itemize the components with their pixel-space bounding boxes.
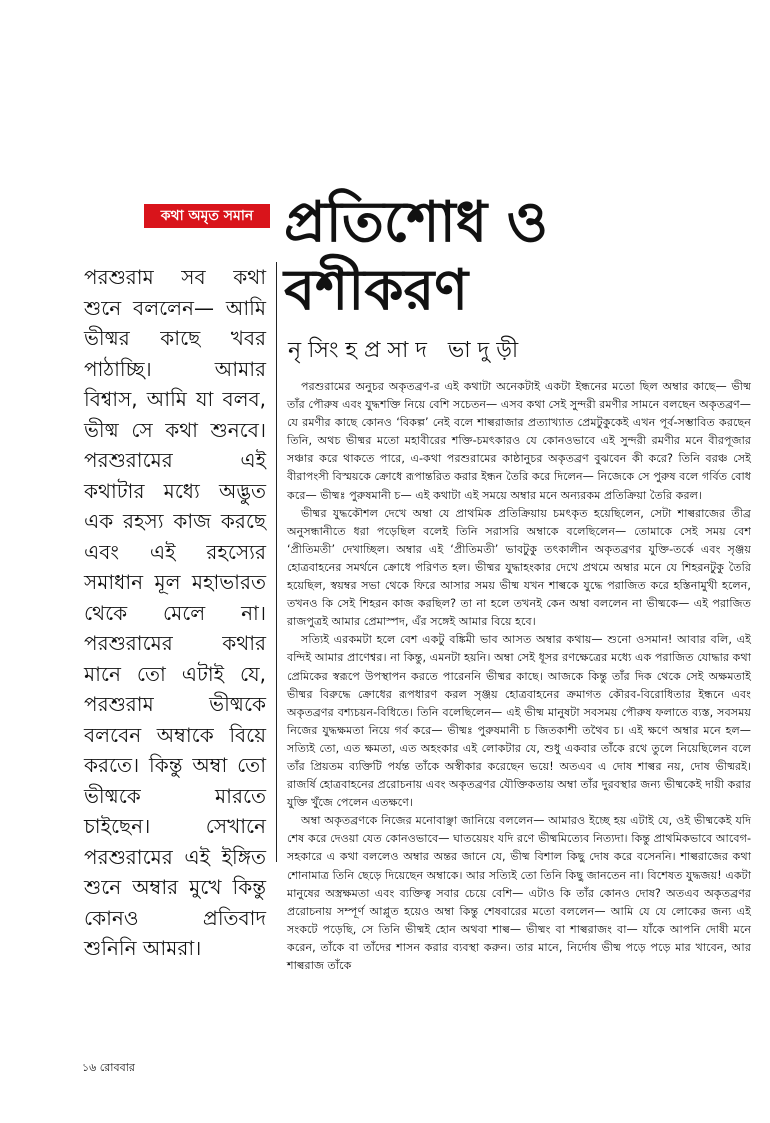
- page-folio: ১৬ রোববার: [82, 1061, 135, 1074]
- author-byline: নৃসিংহপ্রসাদ ভাদুড়ী: [288, 338, 526, 363]
- column-divider: [276, 262, 277, 862]
- body-paragraph: পরশুরামের অনুচর অকৃতব্রণ-র এই কথাটা অনেকটাই একটা ইন্ধনের মতো ছিল অম্বার কাছে— ভীষ্ম তাঁর পৌরুষ এবং যুদ্ধশক্তি নিয়ে বেশি সচেতন— এসব কথা সেই সুন্দরী রমণীর সামনে বলছেন অকৃতব্রণ— যে রমণীর কাছে কোনও ‘বিকল্প’ নেই বলে শাল্বরাজার প্রত্যাখ্যাত প্রেমটুকুকেই এখন পূর্ব-সম্ভাবিত করছেন তিনি, অথচ ভীষ্মর মতো মহাবীরের শক্তি-চমৎকারও যে কোনওভাবে এই সুন্দরী রমণীর মনে বীরপূজার সঞ্চার করে থাকতে পারে, এ-কথা পরশুরামের কাষ্ঠানুচর অকৃতব্রণ বুঝবেন কী করে? তিনি বরঞ্চ সেই বীরাপংসী বিস্ময়কে ক্রোধে রূপান্তরিত করার ইন্ধন তৈরি করে দিলেন— নিজেকে সে পুরুষ বলে গর্বিত বোধ করে— ভীষ্মঃ পুরুষমানী চ— এই কথাটা এই সময়ে অম্বার মনে অন্যরকম প্রতিক্রিয়া তৈরি করল।: [287, 380, 751, 502]
- section-tag: কথা অমৃত সমান: [144, 204, 270, 228]
- body-paragraph: সত্যিই এরকমটা হলে বেশ একটু বঙ্কিমী ভাব আসত অম্বার কথায়— শুনো ওসমান! আবার বলি, এই বন্দিই আমার প্রাণেশ্বর। না কিন্তু, এমনটা হয়নি। অম্বা সেই ধূসর রণক্ষেত্রের মধ্যে এক পরাজিত যোদ্ধার কথা প্রেমিকের স্বরূপে উপস্থাপন করতে পারেননি ভীষ্মর কাছে। আজকে কিন্তু তাঁর দিক থেকে সেই অক্ষমতাই ভীষ্মর বিরুদ্ধে ক্রোধের রূপধারণ করল সৃঞ্জয় হোত্রবাহনের ক্রমাগত কৌরব-বিরোধিতার ইন্ধনে এবং অকৃতব্রণর বশ্যচয়ন-বিধিতে। তিনি বলেছিলেন— এই ভীষ্ম মানুষটা সবসময় পৌরুষ ফলাতে ব্যস্ত, সবসময় নিজের যুদ্ধক্ষমতা নিয়ে গর্ব করে— ভীষ্মঃ পুরুষমানী চ জিতকাশী তথৈব চ। এই ক্ষণে অম্বার মনে হল— সত্যিই তো, এত ক্ষমতা, এত অহংকার এই লোকটার যে, শুধু একবার তাঁকে রথে তুলে নিয়েছিলেন বলে তাঁর প্রিয়তম ব্যক্তিটি পর্যন্ত তাঁকে অস্বীকার করেছেন ভয়ে! অতএব এ দোষ শাল্বর নয়, দোষ ভীষ্মরই। রাজর্ষি হোত্রবাহনের প্ররোচনায় এবং অকৃতব্রণর যৌক্তিকতায় অম্বা তাঁর দুরবস্থার জন্য ভীষ্মকেই দায়ী করার যুক্তি খুঁজে পেলেন এতক্ষণে।: [287, 633, 751, 810]
- article-body: [287, 378, 751, 1058]
- title-line-2: বশীকরণ: [284, 257, 469, 323]
- pull-quote: [84, 262, 266, 960]
- pull-quote-text: পরশুরাম সব কথা শুনে বললেন— আমি ভীষ্মর কাছে খবর পাঠাচ্ছি। আমার বিশ্বাস, আমি যা বলব, ভীষ্ম সে কথা শুনবে। পরশুরামের এই কথাটার মধ্যে অদ্ভুত এক রহস্য কাজ করছে এবং এই রহস্যের সমাধান মূল মহাভারত থেকে মেলে না। পরশুরামের কথার মানে তো এটাই যে, পরশুরাম ভীষ্মকে বলবেন অম্বাকে বিয়ে করতে। কিন্তু অম্বা তো ভীষ্মকে মারতে চাইছেন। সেখানে পরশুরামের এই ইঙ্গিত শুনে অম্বার মুখে কিন্তু কোনও প্রতিবাদ শুনিনি আমরা।: [84, 265, 266, 960]
- body-paragraph: ভীষ্মর যুদ্ধকৌশল দেখে অম্বা যে প্রাথমিক প্রতিক্রিয়ায় চমৎকৃত হয়েছিলেন, সেটা শাল্বরাজের তীব্র অনুসন্ধানীতে ধরা পড়েছিল বলেই তিনি সরাসরি অম্বাকে বলেছিলেন— তোমাকে সেই সময় বেশ ‘প্রীতিমতী’ দেখাচ্ছিল। অম্বার এই ‘প্রীতিমতী’ ভাবটুকু তৎকালীন অকৃতব্রণর যুক্তি-তর্কে এবং সৃঞ্জয় হোত্রবাহনের সমর্থনে ক্রোধে পরিণত হল। ভীষ্মর যুদ্ধাহংকার দেখে প্রথমে অম্বার মনে যে শিহরনটুকু তৈরি হয়েছিল, স্বয়ম্বর সভা থেকে ফিরে আসার সময় ভীষ্ম যখন শাল্বকে যুদ্ধে পরাজিত করে হস্তিনামুখী হলেন, তখনও কি সেই শিহরন কাজ করছিল? তা না হলে তখনই কেন অম্বা বললেন না ভীষ্মকে— এই পরাজিত রাজপুত্রই আমার প্রেমাস্পদ, এঁর সঙ্গেই আমার বিয়ে হবে।: [287, 506, 751, 629]
- article-title: [284, 188, 754, 324]
- body-paragraph: অম্বা অকৃতব্রণকে নিজের মনোবাঞ্ছা জানিয়ে বললেন— আমারও ইচ্ছে হয় এটাই যে, ওই ভীষ্মকেই যদি শেষ করে দেওয়া যেত কোনওভাবে— ঘাতয়েয়ং যদি রণে ভীষ্মমিত্যেব নিত্যদা। কিন্তু প্রাথমিকভাবে আবেগ-সহকারে এ কথা বললেও অম্বার অন্তর জানে যে, ভীষ্ম বিশাল কিছু দোষ করে বসেননি। শাল্বরাজের কথা শোনামাত্র তিনি ছেড়ে দিয়েছেন অম্বাকে। আর সত্যিই তো তিনি কিছু জানতেন না। বিশেষত যুদ্ধজয়! একটা মানুষের অস্ত্রক্ষমতা এবং ব্যক্তিত্ব সবার চেয়ে বেশি— এটাও কি তাঁর কোনও দোষ? অতএব অকৃতব্রণর প্ররোচনায় সম্পূর্ণ আপ্লুত হয়েও অম্বা কিন্তু শেষবারের মতো বললেন— আমি যে যে লোকের জন্য এই সংকটে পড়েছি, সে তিনি ভীষ্মই হোন অথবা শাল্ব— ভীষ্মং বা শাল্বরাজং বা— যাঁকে আপনি দোষী মনে করেন, তাঁকে বা তাঁদের শাসন করার ব্যবস্থা করুন। তার মানে, নির্দোষ ভীষ্ম পড়ে পড়ে মার খাবেন, আর শাল্বরাজ তাঁকে: [287, 814, 751, 972]
- title-line-1: প্রতিশোধ ও: [284, 189, 548, 255]
